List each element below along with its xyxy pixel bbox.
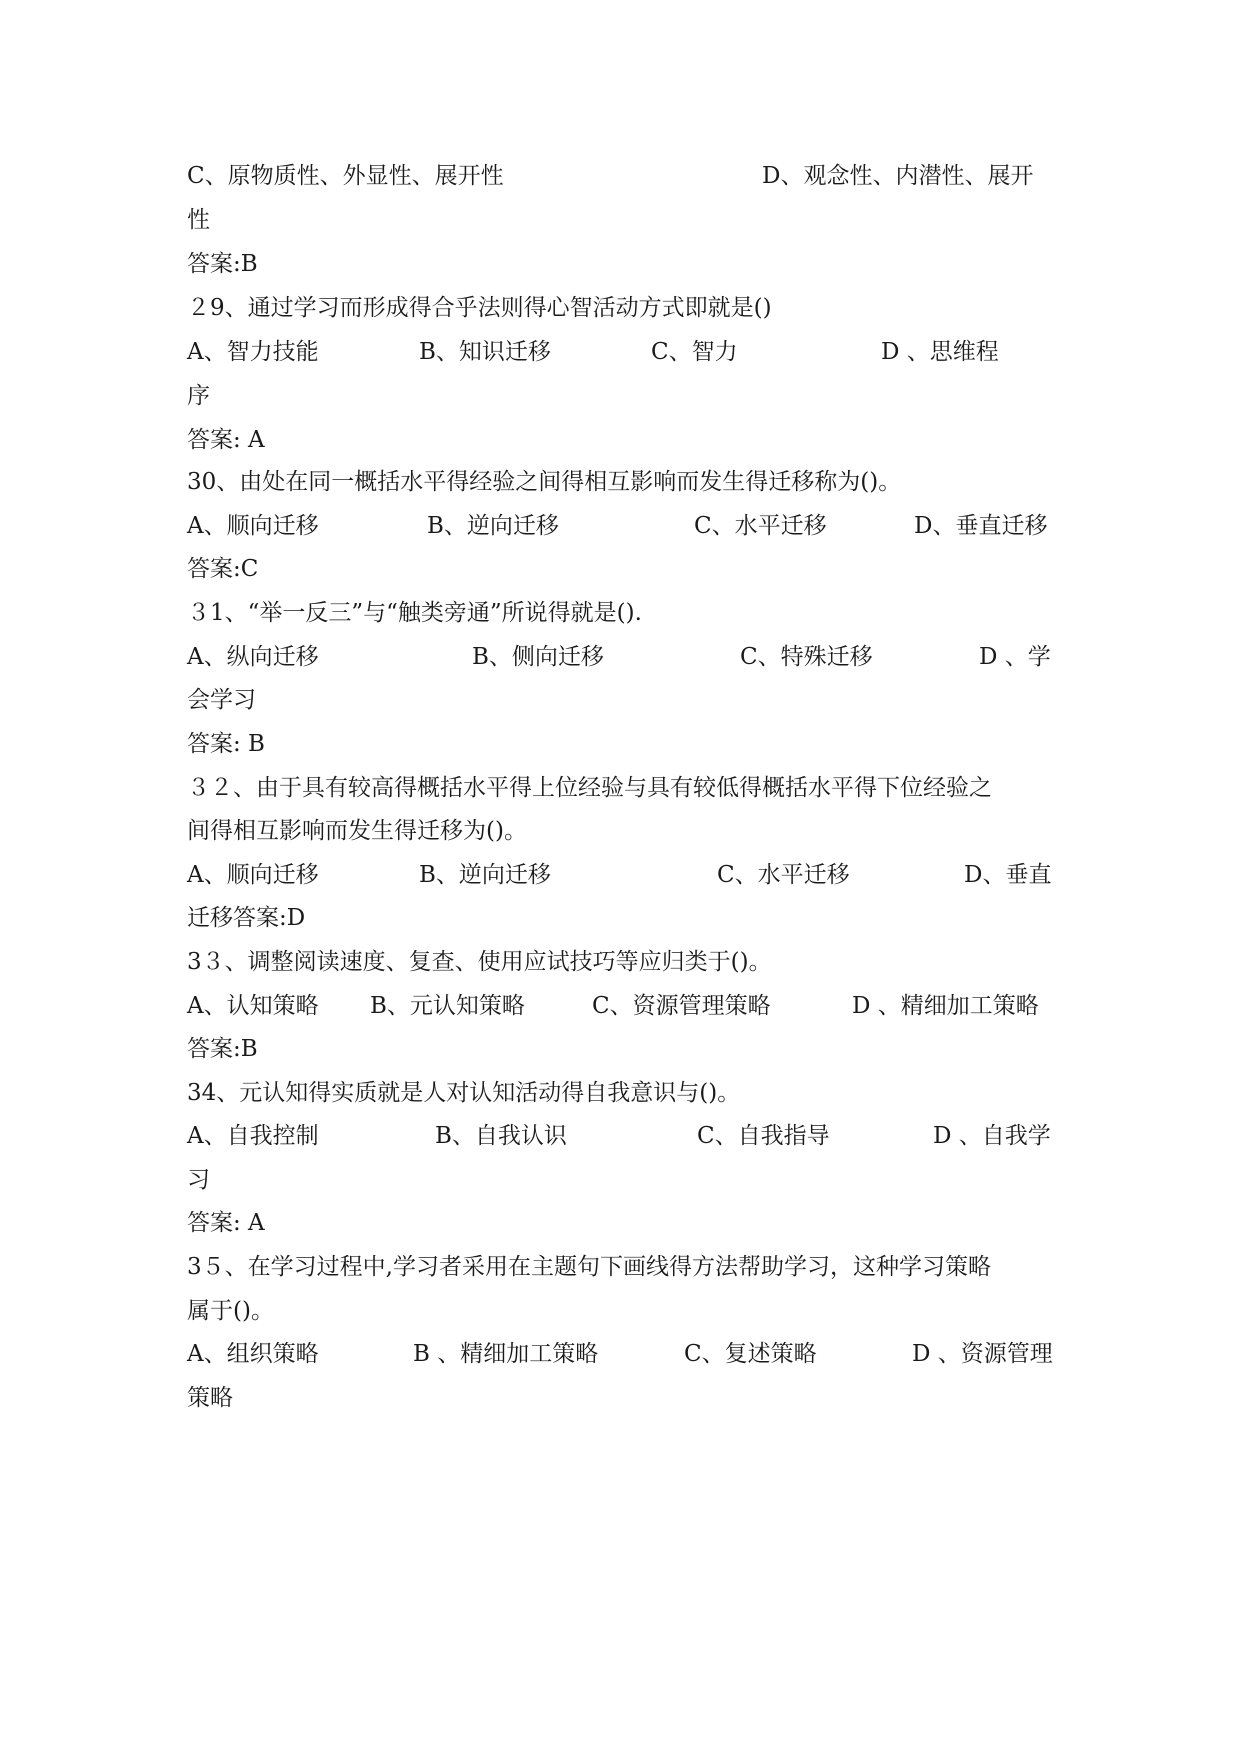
q33-options: [187, 982, 1057, 1030]
option-c: C、水平迁移: [694, 513, 827, 539]
option-c: C、资源管理策略: [592, 993, 771, 1019]
q30-options: [187, 502, 1057, 550]
question-35: 3５、在学习过程中,学习者采用在主题句下画线得方法帮助学习，这种学习策略: [187, 1254, 991, 1280]
option-b: B 、精细加工策略: [413, 1341, 599, 1367]
answer-q34: 答案: A: [187, 1210, 265, 1236]
option-a: A、纵向迁移: [187, 644, 319, 670]
option-d: D 、精细加工策略: [852, 993, 1039, 1019]
question-31: ３1、“举一反三”与“触类旁通”所说得就是().: [187, 600, 642, 626]
option-a: A、组织策略: [187, 1341, 319, 1367]
option-d: D、垂直迁移: [914, 513, 1048, 539]
option-d: D 、思维程: [881, 339, 999, 365]
option-a: A、顺向迁移: [187, 862, 319, 888]
option-d: D 、资源管理: [912, 1341, 1053, 1367]
option-b: B、知识迁移: [419, 339, 551, 365]
option-a: A、认知策略: [187, 993, 319, 1019]
answer-q28: 答案:B: [187, 251, 258, 277]
option-d: D、观念性、内潜性、展开: [762, 163, 1034, 189]
q35-options: [187, 1330, 1057, 1378]
option-d: D 、学: [979, 644, 1051, 670]
option-b: B、自我认识: [435, 1123, 567, 1149]
option-c: C、原物质性、外显性、展开性: [187, 163, 504, 189]
question-30: 30、由处在同一概括水平得经验之间得相互影响而发生得迁移称为()。: [187, 469, 902, 495]
option-c: C、智力: [651, 339, 738, 365]
answer-q32: 迁移答案:D: [187, 905, 306, 931]
q31-options: [187, 633, 1057, 681]
question-34: 34、元认知得实质就是人对认知活动得自我意识与()。: [187, 1080, 741, 1106]
answer-q30: 答案:C: [187, 556, 259, 582]
option-d-continuation: 性: [187, 207, 210, 233]
option-c: C、水平迁移: [717, 862, 850, 888]
option-a: A、自我控制: [187, 1123, 319, 1149]
option-d: D 、自我学: [933, 1123, 1051, 1149]
option-b: B、逆向迁移: [419, 862, 551, 888]
option-d-continuation: 会学习: [187, 687, 256, 713]
option-c: C、自我指导: [697, 1123, 830, 1149]
option-d-continuation: 习: [187, 1167, 210, 1193]
question-32: ３２、由于具有较高得概括水平得上位经验与具有较低得概括水平得下位经验之: [187, 775, 992, 801]
question-35-continuation: 属于()。: [187, 1298, 274, 1324]
option-b: B、元认知策略: [370, 993, 525, 1019]
answer-q29: 答案: A: [187, 427, 265, 453]
q28-options-cd: [187, 152, 1057, 200]
answer-q33: 答案:B: [187, 1036, 258, 1062]
q34-options: [187, 1112, 1057, 1160]
q32-options: [187, 851, 1057, 899]
answer-q31: 答案: B: [187, 731, 265, 757]
question-32-continuation: 间得相互影响而发生得迁移为()。: [187, 818, 527, 844]
option-b: B、侧向迁移: [472, 644, 604, 670]
option-b: B、逆向迁移: [427, 513, 559, 539]
option-d-continuation: 策略: [187, 1385, 233, 1411]
option-c: C、复述策略: [684, 1341, 817, 1367]
option-d: D、垂直: [964, 862, 1052, 888]
q29-options: [187, 328, 1057, 376]
option-c: C、特殊迁移: [740, 644, 873, 670]
option-a: A、智力技能: [187, 339, 319, 365]
question-29: ２9、通过学习而形成得合乎法则得心智活动方式即就是(): [187, 295, 772, 321]
option-a: A、顺向迁移: [187, 513, 319, 539]
option-d-continuation: 序: [187, 383, 210, 409]
question-33: 3３、调整阅读速度、复查、使用应试技巧等应归类于()。: [187, 949, 772, 975]
